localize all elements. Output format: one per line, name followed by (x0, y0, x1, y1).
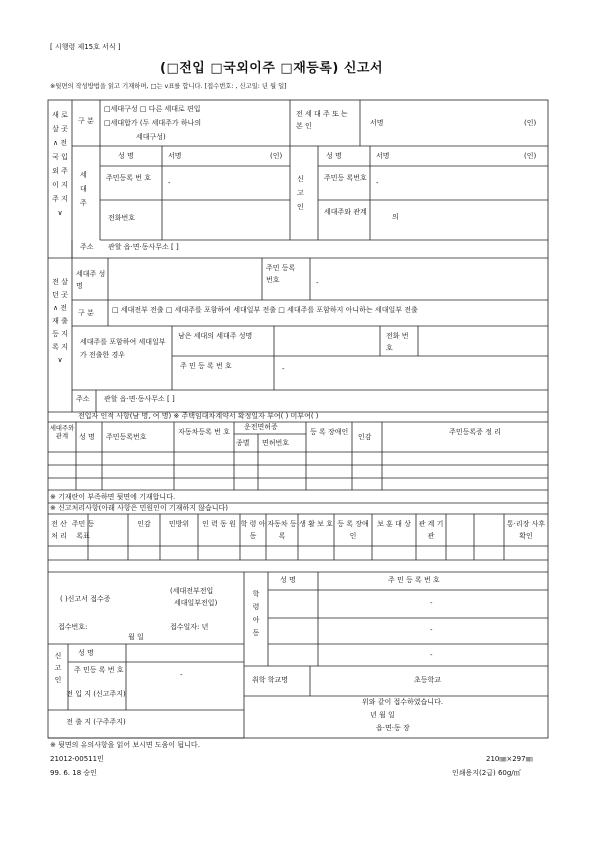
col-card: 주민등록증 정 리 (449, 428, 501, 436)
receipt-reporter-label: 신 고 인 (54, 652, 62, 684)
receipt-reporter-rrn: 주 민등 록 번 호 (74, 666, 124, 674)
processing-col-11: 통·리장 사후확인 (506, 520, 546, 540)
head-rrn-field[interactable]: - (168, 179, 171, 187)
col-relation: 세대주와 관계 (49, 425, 75, 440)
processing-col-9: 보 훈 대 상 (377, 520, 411, 528)
receipt-reporter-name: 성 명 (78, 649, 94, 657)
head-name-sign[interactable]: 서명 (168, 152, 182, 160)
former-head-name-label: 세대주 성 명 (76, 270, 106, 290)
form-instruction: ※뒷면의 작성방법을 읽고 기재하며, □는 v표를 합니다. [접수번호: , 신고일: 년 월 일] (50, 83, 287, 90)
form-number: [ 시행령 제15호 서식 ] (50, 43, 121, 51)
school-age-rrn-3[interactable]: - (430, 651, 433, 659)
relation-label: 세대주와 관계 (324, 208, 367, 216)
former-gubun-label: 구 분 (78, 309, 94, 317)
receipt-confirm-date: 년 월 일 (370, 711, 395, 719)
reporter-name-label: 성 명 (326, 152, 342, 160)
option-household-merge-note: 세대구성) (136, 133, 166, 141)
col-rrn: 주민등록번호 (106, 433, 147, 441)
new-residence-side-label: 새 로 살 곳 ∧ 전 국 입 외 주 이 지 주 지 ∨ (52, 111, 68, 217)
reporter-seal: (인) (524, 152, 537, 160)
former-address-label: 주소 (76, 395, 90, 403)
receipt-slip-label: ( )신고서 접수증 (60, 595, 111, 603)
processing-col-1: 주민 등록표 (71, 520, 95, 540)
former-address-field[interactable]: 관할 읍·면·동사무소 [ ] (104, 395, 175, 403)
processing-heading: ※ 신고처리사항(아래 사항은 민원인이 기재하지 않습니다) (50, 504, 228, 512)
receipt-new-address-label: 전 입 지 (신고주지) (66, 690, 126, 698)
remaining-phone-label: 전화 번호 (386, 332, 409, 352)
head-or-self-sign-label: 서명 (370, 119, 384, 127)
option-household-merge[interactable]: □세대합가 (두 세대주가 하나의 (104, 119, 202, 127)
col-name: 성 명 (79, 433, 95, 441)
head-name-label: 성 명 (118, 152, 134, 160)
receipt-old-address-label: 전 출 지 (구주주지) (66, 718, 126, 726)
receipt-reporter-rrn-field[interactable]: - (180, 671, 183, 679)
processing-col-3: 민방위 (168, 520, 190, 528)
form-title: (□전입 □국외이주 □재등록) 신고서 (160, 61, 384, 76)
footer-note: ※ 뒷면의 유의사항을 읽어 보시면 도움이 됩니다. (50, 741, 200, 749)
head-rrn-label: 주민등록 번 호 (106, 174, 152, 182)
processing-col-5: 학 령 아 동 (240, 520, 266, 540)
school-age-rrn-2[interactable]: - (430, 626, 433, 634)
receipt-date-label: 접수일자: 년 (170, 623, 209, 631)
head-name-seal: (인) (270, 152, 283, 160)
remaining-rrn-field[interactable]: - (282, 365, 285, 373)
receipt-opt-part: 세대일부전입) (174, 599, 218, 607)
household-head-label: 세 대 주 (80, 171, 87, 207)
school-age-rrn-1[interactable]: - (430, 599, 433, 607)
new-address-label: 주소 (80, 243, 94, 251)
receipt-opt-all: (세대전부전입 (170, 587, 214, 595)
reporter-label: 신 고 인 (297, 175, 304, 211)
school-age-name-label: 성 명 (280, 576, 296, 584)
processing-col-2: 인감 (137, 520, 151, 528)
school-age-rrn-label: 주 민 등 록 번 호 (388, 576, 440, 584)
col-license-type: 종별 (236, 439, 250, 447)
movers-footnote: ※ 기재란이 부족하면 뒷면에 기재합니다. (50, 493, 176, 501)
school-age-label: 학 령 아 동 (252, 590, 260, 637)
processing-col-7: 생 활 보 호 (299, 520, 333, 528)
gubun-label: 구 분 (78, 117, 94, 125)
receipt-confirm-head: 읍·면·동 장 (376, 724, 410, 732)
processing-col-6: 자동차 등 록 (267, 520, 297, 540)
new-address-field[interactable]: 관할 읍·면·동사무소 [ ] (108, 243, 179, 251)
remaining-head-label: 남은 세대의 세대주 성명 (178, 332, 253, 340)
former-head-rrn-field[interactable]: - (316, 279, 319, 287)
receipt-no-label: 접수번호: (58, 623, 88, 631)
reporter-rrn-field[interactable]: - (376, 179, 379, 187)
head-phone-label: 전화번호 (108, 214, 136, 222)
footer-code: 21012-00511민 (50, 755, 104, 763)
school-name-value[interactable]: 초등학교 (414, 676, 442, 684)
option-household-form[interactable]: □세대구성 □ 다른 세대로 편입 (104, 105, 201, 113)
processing-col-4: 인 력 동 원 (202, 520, 236, 528)
partial-move-label: 세대주를 포함하여 세대일부가 전출한 경우 (80, 338, 166, 359)
processing-col-0: 전 산 처 리 (51, 520, 67, 540)
reporter-rrn-label: 주민등 록번호 (324, 174, 367, 182)
col-license-no: 면허번호 (262, 439, 290, 447)
processing-col-10: 관 계 기 관 (418, 520, 444, 540)
school-name-label: 취학 학교명 (252, 676, 289, 684)
col-car: 자동차등록 번 호 (178, 428, 230, 436)
seal-mark: (인) (524, 119, 537, 127)
head-or-self-label: 전 세 대 주 또 는 본 인 (296, 110, 348, 130)
remaining-rrn-label: 주 민 등 록 번 호 (180, 362, 232, 370)
receipt-month-day: 월 일 (128, 633, 144, 641)
footer-approval: 99. 6. 18 승인 (50, 769, 97, 777)
former-move-options[interactable]: □ 세대전부 전출 □ 세대주를 포함하여 세대일부 전출 □ 세대주를 포함하지 아니하는 세대일부 전출 (112, 306, 418, 314)
col-disabled: 등 록 장애인 (310, 428, 349, 436)
col-seal: 인감 (358, 433, 372, 441)
processing-col-8: 등 록 장애인 (337, 520, 369, 540)
footer-paper: 인쇄용지(2급) 60g/㎡ (452, 769, 521, 777)
reporter-name-sign[interactable]: 서명 (376, 152, 390, 160)
movers-heading: 전입자 인적 사항(남 명, 여 명) ※ 주택임대차계약서 확정일자 부여( ) 미부여( ) (78, 412, 319, 420)
footer-size: 210㎜×297㎜ (486, 755, 533, 763)
col-license: 운전면허증 (244, 423, 278, 431)
relation-field[interactable]: 의 (392, 213, 399, 221)
former-residence-side-label: 전 살 던 곳 ∧ 전 재 출 등 지 록 지 ∨ (52, 278, 68, 364)
receipt-confirm: 위와 같이 접수하였습니다. (362, 698, 444, 706)
former-head-rrn-label: 주민 등록 번호 (266, 264, 296, 284)
